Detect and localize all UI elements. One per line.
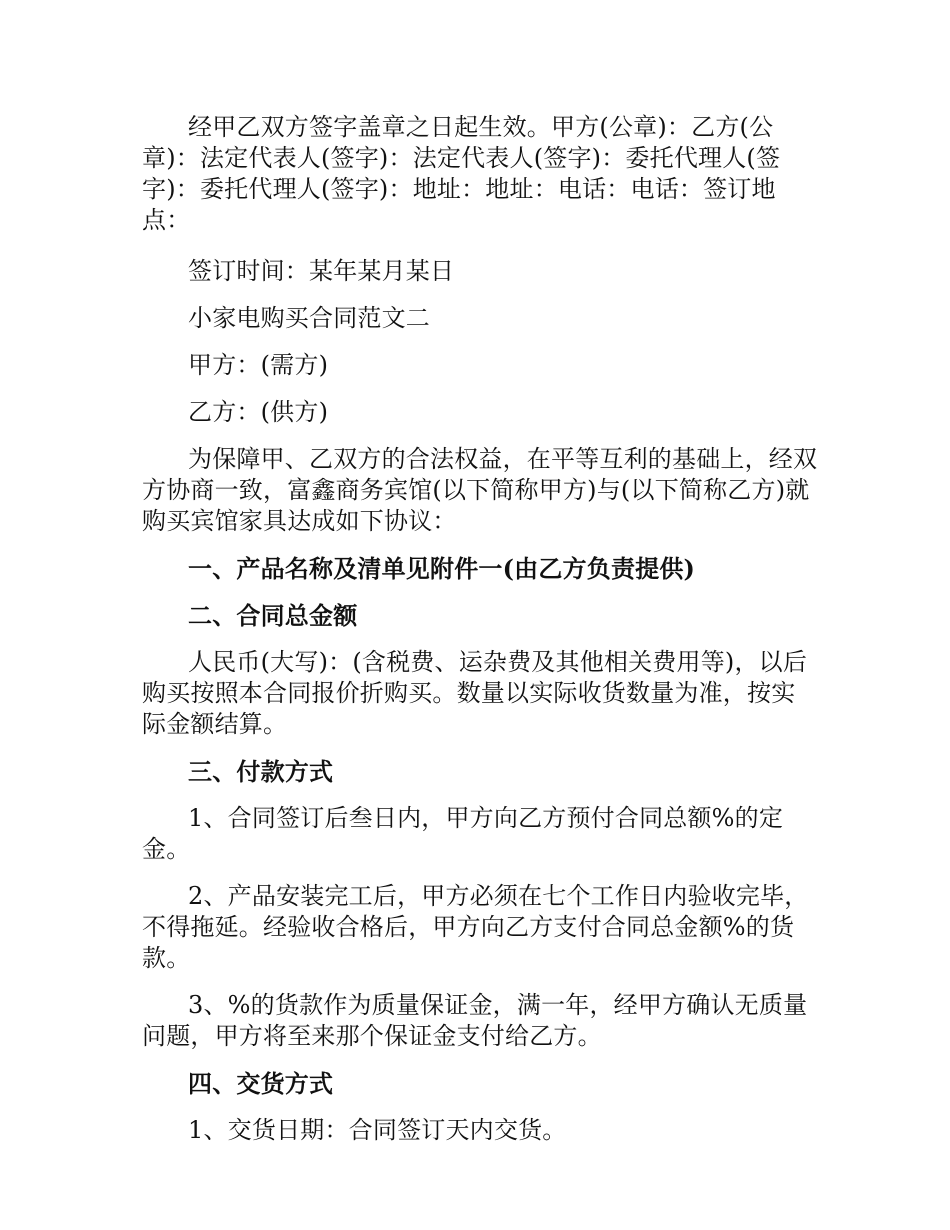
paragraph-payment-3: 3、%的货款作为质量保证金，满一年，经甲方确认无质量问题，甲方将至来那个保证金支付给乙方。 — [142, 991, 808, 1050]
paragraph-total-amount: 人民币(大写)：(含税费、运杂费及其他相关费用等)，以后购买按照本合同报价折购买。数量以实际收货数量为准，按实际金额结算。 — [142, 648, 808, 738]
document-body — [142, 112, 818, 1162]
paragraph-preamble: 为保障甲、乙双方的合法权益，在平等互利的基础上，经双方协商一致，富鑫商务宾馆(以下简称甲方)与(以下简称乙方)就购买宾馆家具达成如下协议： — [142, 445, 818, 535]
paragraph-contract-title: 小家电购买合同范文二 — [188, 304, 430, 332]
paragraph-payment-2: 2、产品安装完工后，甲方必须在七个工作日内验收完毕，不得拖延。经验收合格后，甲方向乙方支付合同总金额%的货款。 — [142, 882, 809, 972]
section-heading-total-amount: 二、合同总金额 — [188, 601, 358, 630]
section-heading-products: 一、产品名称及清单见附件一(由乙方负责提供) — [188, 554, 696, 583]
paragraph-effective-clause: 经甲乙双方签字盖章之日起生效。甲方(公章)：乙方(公章)：法定代表人(签字)：法定代表人(签字)：委托代理人(签字)：委托代理人(签字)：地址：地址：电话：电话：签订地点： — [142, 113, 781, 234]
paragraph-signing-time: 签订时间：某年某月某日 — [188, 257, 455, 285]
paragraph-party-b: 乙方：(供方) — [188, 398, 329, 426]
paragraph-party-a: 甲方：(需方) — [188, 351, 329, 379]
paragraph-delivery-1: 1、交货日期：合同签订天内交货。 — [188, 1116, 567, 1144]
section-heading-payment: 三、付款方式 — [188, 757, 334, 786]
paragraph-payment-1: 1、合同签订后叁日内，甲方向乙方预付合同总额%的定金。 — [142, 804, 784, 863]
section-heading-delivery: 四、交货方式 — [188, 1069, 334, 1098]
